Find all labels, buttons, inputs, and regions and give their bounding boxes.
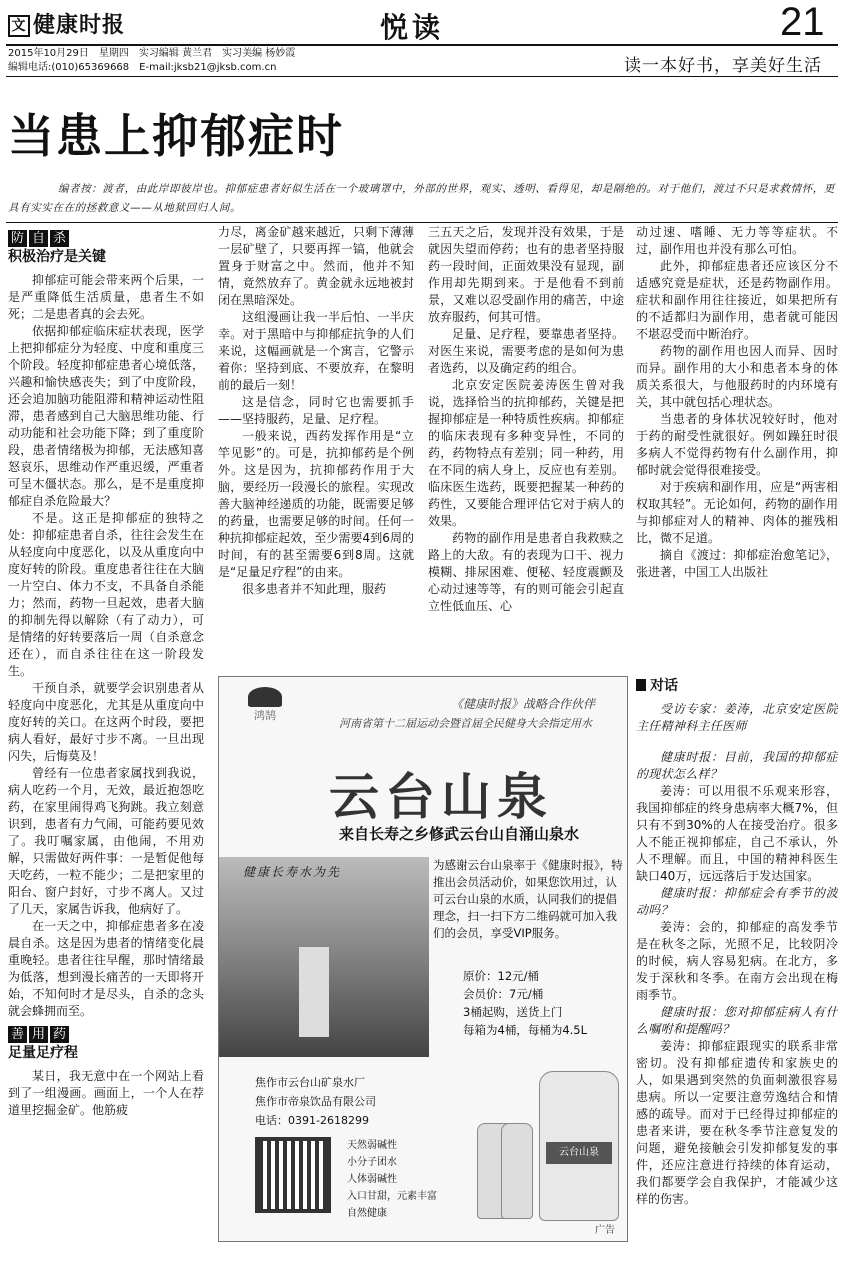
dialog-question: 健康时报：您对抑郁症病人有什么嘱咐和提醒吗？ xyxy=(636,1005,838,1036)
ad-label: 广告 xyxy=(595,1225,615,1236)
note-rule xyxy=(6,222,838,223)
article-column-4 xyxy=(636,224,838,664)
paragraph: 这组漫画让我一半后怕、一半庆幸。对于黑暗中与抑郁症抗争的人们来说，这幅画就是一个寓言，它警示着你：坚持到底、不要放弃，在黎明前的最后一刻！ xyxy=(218,310,414,392)
article-column-2 xyxy=(218,224,414,664)
paragraph: 药物的副作用是患者自我救赎之路上的大敌。有的表现为口干、视力模糊、排尿困难、便秘、轻度震颤及心动过速等等，有的则可能会引起直立性低血压、心 xyxy=(428,531,624,613)
designer-credit: 实习美编 杨妙霞 xyxy=(222,48,296,59)
section-tag-suicide-prevention: 防 自 杀 xyxy=(8,230,71,247)
ad-logo: 鸿鹄 xyxy=(239,687,291,723)
dialog-question: 健康时报：目前，我国的抑郁症的现状怎么样？ xyxy=(636,750,838,781)
water-bottle-icon xyxy=(501,1123,533,1219)
ad-promo-text: 为感谢云台山泉率于《健康时报》，特推出会员活动价，如果您饮用过，认可云台山泉的水质，认同我们的提倡理念，扫一扫下方二维码就可加入我们的会员，享受VIP服务。 xyxy=(433,858,623,940)
price-item: 原价：12元/桶 xyxy=(463,969,540,983)
paragraph: 三五天之后，发现并没有效果，于是就因失望而停药；也有的患者坚持服药一段时间，正面效果没有显现，副作用却先期到来。于是他看不到前景，又难以忍受副作用的痛苦，中途放弃服药，何其可惜。 xyxy=(428,225,624,324)
company-name: 焦作市云台山矿泉水厂 xyxy=(255,1076,365,1089)
ad-partner-line: 《健康时报》战略合作伙伴 xyxy=(451,697,596,711)
paragraph: 某日，我无意中在一个网站上看到了一组漫画。画面上，一个人在荐道里挖掘金矿。他筋疲 xyxy=(8,1069,204,1117)
paragraph: 抑郁症可能会带来两个后果，一是严重降低生活质量，患者生不如死；二是患者真的会去死。 xyxy=(8,273,204,321)
masthead-logo: 文 健康时报 xyxy=(8,8,125,39)
dialog-question: 健康时报：抑郁症会有季节的波动吗？ xyxy=(636,886,838,917)
feature-item: 入口甘甜，元素丰富 xyxy=(347,1191,437,1202)
dialog-answer: 姜涛：会的，抑郁症的高发季节是在秋冬之际，光照不足，比较阴冷的时候，病人容易犯病。在北方，多发于深秋和冬季。在南方会出现在梅雨季节。 xyxy=(636,920,838,1002)
square-bullet-icon xyxy=(636,679,646,691)
ad-waterfall-image xyxy=(219,857,429,1057)
ad-designation-line: 河南省第十二届运动会暨首届全民健身大会指定用水 xyxy=(339,717,592,730)
issue-weekday: 星期四 xyxy=(98,48,129,59)
company-phone[interactable]: 电话：0391-2618299 xyxy=(255,1114,369,1127)
section-title: 悦读 xyxy=(380,11,445,44)
feature-item: 小分子团水 xyxy=(347,1157,397,1168)
feature-item: 人体弱碱性 xyxy=(347,1174,397,1185)
paragraph: 动过速、嗜睡、无力等等症状。不过，副作用也并没有那么可怕。 xyxy=(636,225,838,256)
ad-price-list xyxy=(463,967,587,1039)
book-citation: 摘自《渡过：抑郁症治愈笔记》，张进著，中国工人出版社 xyxy=(636,548,838,579)
editor-phone: 编辑电话:(010)65369668 xyxy=(8,62,130,73)
price-item: 会员价：7元/桶 xyxy=(463,987,544,1001)
issue-date: 2015年10月29日 xyxy=(8,48,89,59)
paragraph: 药物的副作用也因人而异、因时而异。副作用的大小和患者本身的体质关系很大，与他服药时的内环境有关，其中就包括心理状态。 xyxy=(636,344,838,409)
feature-item: 自然健康 xyxy=(347,1208,387,1219)
page-number: 21 xyxy=(780,0,825,44)
dialog-heading: 对话 xyxy=(636,678,838,695)
ad-tagline: 来自长寿之乡修武云台山自涌山泉水 xyxy=(339,825,580,843)
company-name: 焦作市帝泉饮品有限公司 xyxy=(255,1095,376,1108)
top-rule xyxy=(6,44,838,46)
leaf-icon xyxy=(248,687,282,707)
paragraph: 此外，抑郁症患者还应该区分不适感究竟是症状，还是药物副作用。症状和副作用往往接近，如果把所有的不适都归为副作用，患者就可能因不堪忍受而中断治疗。 xyxy=(636,259,838,341)
price-item: 3桶起购，送货上门 xyxy=(463,1005,563,1019)
section-subtitle: 积极治疗是关键 xyxy=(8,249,106,265)
feature-item: 天然弱碱性 xyxy=(347,1140,397,1151)
ad-feature-list xyxy=(347,1137,437,1222)
dialog-line: 受访专家：姜涛，北京安定医院主任精神科主任医师 xyxy=(636,702,838,733)
paragraph: 足量、足疗程，要靠患者坚持。对医生来说，需要考虑的是如何为患者选药，以及确定药的组合。 xyxy=(428,327,624,375)
article-column-3 xyxy=(428,224,624,664)
paragraph: 这是信念，同时它也需要抓手——坚持服药，足量、足疗程。 xyxy=(218,395,414,426)
dialog-answer: 姜涛：可以用很不乐观来形容，我国抑郁症的终身患病率大概7%，但只有不到30%的人在接受治疗。很多人不能正视抑郁症，自己不承认，外人不理解。而且，中国的精神科医生缺口40万，远远落后于发达国家。 xyxy=(636,784,838,883)
ad-brand-name: 云台山泉 xyxy=(329,767,553,826)
qr-code-icon[interactable] xyxy=(255,1137,331,1213)
paragraph: 当患者的身体状况较好时，他对于药的耐受性就很好。例如躁狂时很多病人不觉得药物有什么副作用，抑郁时就会觉得很难接受。 xyxy=(636,412,838,477)
dialog-answer: 姜涛：抑郁症跟现实的联系非常密切。没有抑郁症遗传和家族史的人，如果遇到突然的负面刺激很容易患病。所以一定要注意劳逸结合和情感的疏导。而对于已经得过抑郁症的患者来讲，要在秋冬季节注意复发的问题，避免接触会引发抑郁复发的事件，还应注意进行持续的体育运动，我们都要学会自我保护，才能减少这样的伤害。 xyxy=(636,1039,838,1206)
paragraph: 力尽，离金矿越来越近，只剩下薄薄一层矿壁了，只要再挥一镐，他就会置身于财富之中。然而，他并不知情，竟然放弃了。黄金就永远地被封闭在黑暗深处。 xyxy=(218,225,414,307)
paragraph: 依据抑郁症临床症状表现，医学上把抑郁症分为轻度、中度和重度三个阶段。轻度抑郁症患者心境低落，兴趣和愉快感丧失；到了中度阶段，还会追加脑功能阻滞和精神运动性阻滞，患者感到自己大脑思维功能、行动功能和社会功能下降；到了重度阶段，患者情绪极为抑郁，无法感知喜怒哀乐，思维动作严重迟缓，严重者可呈木僵状态。那么，是不是重度抑郁症自杀危险最大？ xyxy=(8,324,204,508)
editor-note: 编者按：渡者，由此岸即彼岸也。抑郁症患者好似生活在一个玻璃罩中，外部的世界，观实、透明、看得见，却是隔绝的。对于他们，渡过不只是求救情怀，更具有实实在在的拯救意义——从地狱回归人间。 xyxy=(8,183,835,214)
section-tag-medication: 善 用 药 xyxy=(8,1026,71,1043)
section-slogan: 读一本好书，享美好生活 xyxy=(624,56,822,76)
header-rule xyxy=(6,76,838,77)
article-column-1 xyxy=(8,230,204,1278)
paragraph: 对于疾病和副作用，应是“两害相权取其轻”。无论如何，药物的副作用与抑郁症对人的精神、肉体的摧残相比，微不足道。 xyxy=(636,480,838,545)
advertisement[interactable] xyxy=(218,676,628,1242)
paragraph: 干预自杀，就要学会识别患者从轻度向中度恶化，尤其是从重度向中度好转的关口。在这两个时段，要把病人看好，最好寸步不离。一旦出现闪失，后悔莫及！ xyxy=(8,681,204,763)
article-headline: 当患上抑郁症时 xyxy=(8,109,344,163)
editor-credit: 实习编辑 黄兰君 xyxy=(138,48,213,59)
section-subtitle: 足量足疗程 xyxy=(8,1045,78,1061)
logo-emblem-icon: 文 xyxy=(8,15,30,37)
price-item: 每箱为4桶，每桶为4.5L xyxy=(463,1023,588,1037)
paragraph: 曾经有一位患者家属找到我说，病人吃药一个月，无效，最近抱怨吃药，在家里闹得鸡飞狗跳。我立刻意识到，患者有力气闹，可能药要见效了。我叮嘱家属，由他闹，不用劝解，只需做好两件事：一是暂促他每天吃药，一粒不能少；二是把家里的阳台、窗户封好，寸步不离人。又过了几天，家属告诉我，他病好了。 xyxy=(8,766,204,916)
water-jug-icon: 云台山泉 xyxy=(539,1071,619,1221)
paragraph: 北京安定医院姜涛医生曾对我说，选择恰当的抗抑郁药，关键是把握抑郁症是一种特质性疾病。抑郁症的临床表现有多种变异性，不同的药，药物特点有差别；同一种药，用在不同的病人身上，反应也有差别。临床医生选药，既要把握某一种药的药性，又要能合理评估它对于病人的效果。 xyxy=(428,378,624,528)
paragraph: 不是。这正是抑郁症的独特之处：抑郁症患者自杀，往往会发生在从轻度向中度恶化，以及从重度向中度好转的阶段。重度患者往往在大脑一片空白、体力不支，不具备自杀能力；然而，药物一旦起效，患者大脑的抑制先得以解除（有了动力），可是情绪的好转要落后一周（自杀意念还在），而自杀往往在这一阶段发生。 xyxy=(8,511,204,678)
editor-email[interactable]: E-mail:jksb21@jksb.com.cn xyxy=(139,62,277,73)
masthead-meta xyxy=(8,47,305,75)
paragraph: 一般来说，西药发挥作用是“立竿见影”的。可是，抗抑郁药是个例外。这是因为，抗抑郁药作用于大脑，要经历一段漫长的旅程。实现改善大脑神经递质的功能，既需要足够的药量，也需要足够的时间。任何一种抗抑郁症起效，至少需要4到6周的时间，有的甚至需要6到8周。这就是“足量足疗程”的由来。 xyxy=(218,429,414,579)
ad-scene-caption: 健康长寿水为先 xyxy=(243,865,342,879)
waterfall-icon xyxy=(299,947,329,1037)
paragraph: 在一天之中，抑郁症患者多在凌晨自杀。这是因为患者的情绪变化晨重晚轻。患者往往早醒，那时情绪最为低落，想到漫长痛苦的一天即将开始，不知何时才是尽头，自杀的念头就会蜂拥而至。 xyxy=(8,919,204,1018)
ad-company-info xyxy=(255,1073,376,1130)
dialog-column xyxy=(636,676,838,1278)
paragraph: 很多患者并不知此理，服药 xyxy=(242,582,387,596)
